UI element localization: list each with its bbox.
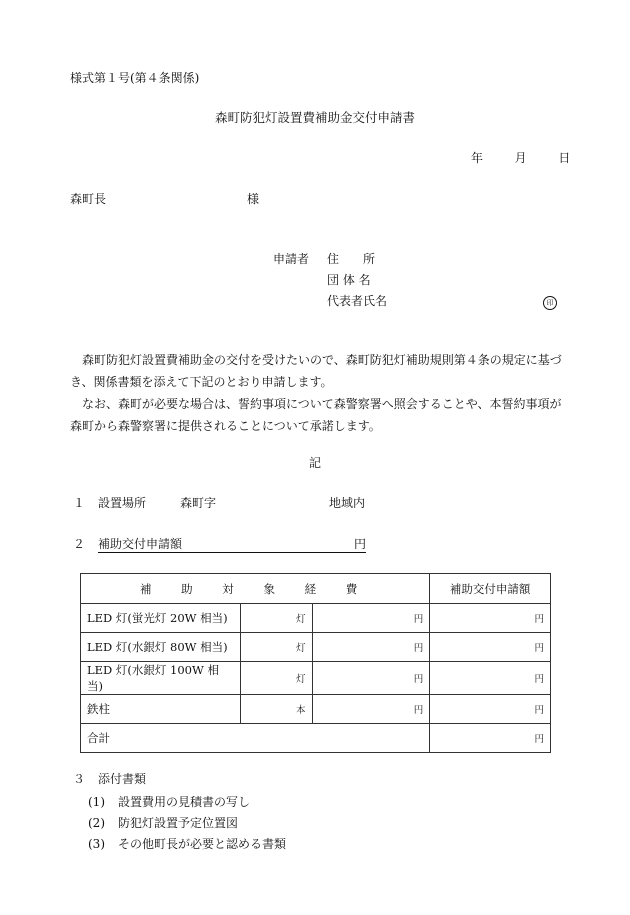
applicant-representative-label: 代表者氏名 bbox=[327, 294, 388, 308]
row-amount-unit: 円 bbox=[430, 604, 551, 633]
date-year: 年 bbox=[471, 151, 484, 165]
date-line bbox=[471, 150, 570, 166]
body-paragraph-2: なお、森町が必要な場合は、誓約事項について森警察署へ照会することや、本誓約事項が森町から森警察署に提供されることについて承諾します。 bbox=[70, 397, 562, 433]
table-row bbox=[81, 662, 551, 695]
attachment-text: 防犯灯設置予定位置図 bbox=[118, 816, 239, 830]
header-expense: 補 助 対 象 経 費 bbox=[81, 574, 430, 604]
attachment-num: (1) bbox=[88, 795, 105, 809]
row-cost-unit: 円 bbox=[312, 633, 430, 662]
item2-label: 補助交付申請額 bbox=[98, 537, 183, 551]
seal-icon: 印 bbox=[543, 296, 557, 310]
addressee-name: 森町長 bbox=[70, 192, 107, 206]
body-text bbox=[70, 349, 570, 437]
item2-number: ２ bbox=[73, 537, 86, 551]
item2-unit: 円 bbox=[353, 537, 366, 551]
row-count-unit: 本 bbox=[240, 695, 312, 724]
applicant-label: 申請者 bbox=[273, 252, 310, 266]
body-paragraph-1: 森町防犯灯設置費補助金の交付を受けたいので、森町防犯灯補助規則第４条の規定に基づき、関係書類を添えて下記のとおり申請します。 bbox=[70, 353, 562, 389]
ki-heading: 記 bbox=[308, 456, 321, 470]
date-day: 日 bbox=[558, 151, 571, 165]
table-row bbox=[81, 633, 551, 662]
row-amount-unit: 円 bbox=[430, 633, 551, 662]
item1-area: 地域内 bbox=[329, 496, 366, 510]
total-unit: 円 bbox=[430, 724, 551, 753]
table-header-row bbox=[81, 574, 551, 604]
total-label: 合計 bbox=[81, 724, 430, 753]
row-cost-unit: 円 bbox=[312, 604, 430, 633]
item3-number: ３ bbox=[73, 772, 86, 786]
item3-label: 添付書類 bbox=[98, 772, 147, 786]
row-amount-unit: 円 bbox=[430, 662, 551, 695]
row-item: LED 灯(水銀灯 100W 相当) bbox=[81, 662, 241, 695]
header-amount: 補助交付申請額 bbox=[430, 574, 551, 604]
attachment-text: 設置費用の見積書の写し bbox=[118, 795, 251, 809]
attachment-text: その他町長が必要と認める書類 bbox=[118, 837, 287, 851]
table-row bbox=[81, 695, 551, 724]
date-month: 月 bbox=[514, 151, 527, 165]
item1-label: 設置場所 bbox=[98, 496, 147, 510]
seal-mark bbox=[543, 293, 557, 310]
row-count-unit: 灯 bbox=[240, 604, 312, 633]
expense-table bbox=[80, 573, 551, 753]
item1-number: １ bbox=[73, 496, 86, 510]
item2-line bbox=[98, 536, 366, 553]
row-item: 鉄柱 bbox=[81, 695, 241, 724]
attachment-num: (2) bbox=[88, 816, 105, 830]
addressee-suffix: 様 bbox=[247, 192, 260, 206]
document-title: 森町防犯灯設置費補助金交付申請書 bbox=[214, 110, 415, 125]
item1-town: 森町字 bbox=[180, 496, 217, 510]
row-item: LED 灯(蛍光灯 20W 相当) bbox=[81, 604, 241, 633]
applicant-organization-label: 団 体 名 bbox=[327, 273, 371, 287]
applicant-address-label: 住 所 bbox=[327, 252, 376, 266]
attachment-num: (3) bbox=[88, 837, 105, 851]
row-count-unit: 灯 bbox=[240, 633, 312, 662]
form-number: 様式第１号(第４条関係) bbox=[70, 71, 200, 85]
table-row bbox=[81, 604, 551, 633]
row-item: LED 灯(水銀灯 80W 相当) bbox=[81, 633, 241, 662]
row-count-unit: 灯 bbox=[240, 662, 312, 695]
table-total-row bbox=[81, 724, 551, 753]
row-amount-unit: 円 bbox=[430, 695, 551, 724]
row-cost-unit: 円 bbox=[312, 695, 430, 724]
row-cost-unit: 円 bbox=[312, 662, 430, 695]
